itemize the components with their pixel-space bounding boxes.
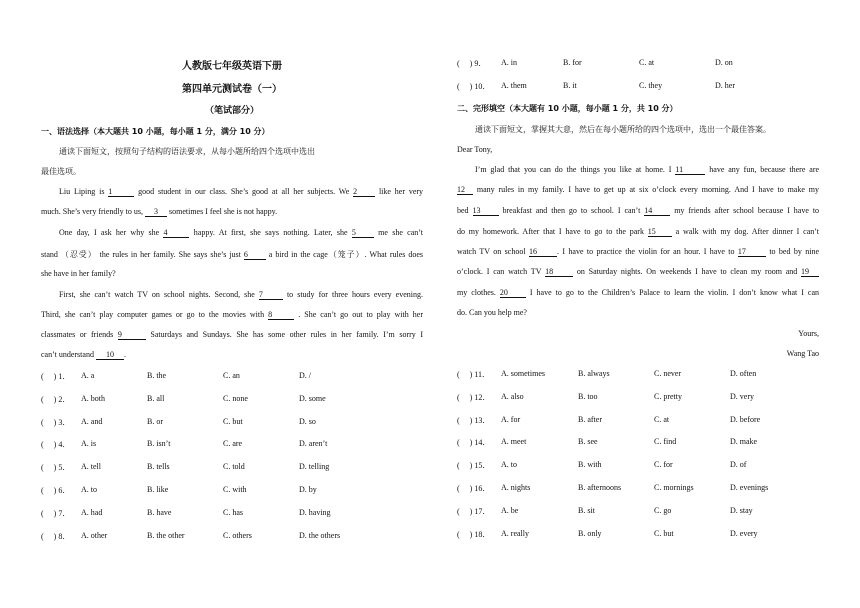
option-a[interactable]: A. nights [501, 483, 531, 492]
option-d[interactable]: D. her [715, 81, 735, 90]
option-c[interactable]: C. at [654, 414, 670, 424]
option-c[interactable]: C. told [223, 462, 245, 472]
option-b[interactable]: B. tells [147, 462, 170, 472]
option-c[interactable]: C. pretty [654, 391, 682, 401]
option-d[interactable]: D. of [730, 460, 747, 470]
option-c[interactable]: C. an [223, 371, 240, 380]
option-a[interactable]: A. be [501, 505, 519, 515]
blank-1[interactable]: 1 [108, 187, 134, 197]
passage-line: stand （忍受） the rules in her family. She says she’s just 6 a bird in the cage（笼子）. What rules does [41, 250, 423, 259]
blank-8[interactable]: 8 [268, 310, 294, 320]
section1-intro-line2: 最佳选项。 [41, 167, 81, 176]
blank-19[interactable]: 19 [801, 267, 819, 277]
question-number[interactable]: ( ) 12． [457, 392, 491, 402]
option-d[interactable]: D. make [730, 437, 758, 447]
option-b[interactable]: B. like [147, 485, 169, 494]
option-b[interactable]: B. it [563, 81, 577, 90]
option-a[interactable]: A. tell [81, 462, 101, 472]
option-d[interactable]: D. aren’t [299, 439, 328, 449]
question-row [41, 485, 423, 497]
letter-greeting: Dear Tony, [457, 145, 493, 154]
option-a[interactable]: A. and [81, 416, 103, 426]
question-number[interactable]: ( ) 9． [457, 59, 487, 68]
option-a[interactable]: A. other [81, 530, 108, 540]
option-a[interactable]: A. to [81, 485, 97, 494]
blank-15[interactable]: 15 [648, 227, 672, 237]
question-number[interactable]: ( ) 1． [41, 372, 71, 381]
option-a[interactable]: A. sometimes [501, 369, 545, 378]
letter-line: do my homework. After that I have to go to the park 15 a walk with my dog. After dinner I can’t [457, 227, 819, 236]
blank-11[interactable]: 11 [675, 165, 705, 175]
option-d[interactable]: D. before [730, 414, 761, 424]
question-row [41, 439, 423, 451]
passage-line: Third, she can’t play computer games or go to the movies with 8 . She can’t go out to play with her [41, 310, 424, 319]
letter-line: bed 13 breakfast and then go to school. I can’t 14 my friends after school because I have to [457, 206, 820, 215]
option-c[interactable]: C. but [654, 528, 674, 538]
section2-heading: 二、完形填空（本大题有 10 小题，每小题 1 分，共 10 分） [457, 104, 678, 113]
blank-3[interactable]: 3 [145, 207, 167, 217]
option-b[interactable]: B. for [563, 58, 582, 67]
passage-line: One day, I ask her why she 4 happy. At first, she says nothing. Later, she 5 me she can’t [59, 228, 424, 237]
passage-line: much. She’s very friendly to us, 3 sometimes I feel she is not happy. [41, 207, 278, 216]
option-a[interactable]: A. also [501, 391, 524, 401]
question-row [457, 415, 819, 427]
option-d[interactable]: D. stay [730, 505, 753, 515]
option-c[interactable]: C. never [654, 369, 682, 378]
blank-18[interactable]: 18 [545, 267, 573, 277]
question-row [457, 529, 819, 541]
question-number[interactable]: ( ) 15． [457, 461, 491, 471]
option-b[interactable]: B. sit [578, 505, 595, 515]
letter-line: o’clock. I can watch TV 18 on Saturday nights. On weekends I have to clean my room and 19 [457, 267, 819, 277]
blank-13[interactable]: 13 [473, 206, 499, 216]
option-a[interactable]: A. is [81, 439, 97, 449]
letter-line: my clothes. 20 I have to go to the Children’s Palace to learn the violin. I don’t know what I can [457, 288, 820, 297]
question-row [457, 369, 819, 381]
option-a[interactable]: A. really [501, 528, 529, 538]
question-row [457, 81, 819, 93]
exam-subtitle: 第四单元测试卷（一） [182, 84, 282, 95]
question-number[interactable]: ( ) 8． [41, 531, 71, 541]
blank-5[interactable]: 5 [352, 228, 374, 238]
question-row [457, 392, 819, 404]
passage-line: classmates or friends 9 Saturdays and Sundays. She has some other rules in her family. I’m sorry I [41, 330, 424, 339]
option-b[interactable]: B. afternoons [578, 483, 622, 492]
option-a[interactable]: A. them [501, 81, 527, 90]
option-d[interactable]: D. on [715, 58, 733, 67]
option-b[interactable]: B. only [578, 528, 602, 538]
option-c[interactable]: C. none [223, 393, 248, 403]
question-row [41, 508, 423, 520]
option-d[interactable]: D. the others [299, 530, 341, 540]
option-b[interactable]: B. isn’t [147, 439, 171, 449]
option-c[interactable]: C. others [223, 530, 252, 540]
option-c[interactable]: C. mornings [654, 483, 694, 492]
question-row [41, 462, 423, 474]
option-b[interactable]: B. too [578, 391, 598, 401]
blank-17[interactable]: 17 [738, 247, 766, 257]
option-a[interactable]: A. for [501, 414, 521, 424]
option-d[interactable]: D. every [730, 528, 758, 538]
section2-intro: 通读下面短文，掌握其大意，然后在每小题所给的四个选项中，选出一个最佳答案。 [475, 125, 771, 134]
section1-heading: 一、语法选择（本大题共 10 小题，每小题 1 分，满分 10 分） [41, 127, 270, 136]
option-b[interactable]: B. see [578, 437, 598, 447]
option-d[interactable]: D. telling [299, 462, 330, 472]
question-number[interactable]: ( ) 13． [457, 415, 491, 425]
option-a[interactable]: A. both [81, 393, 105, 403]
question-number[interactable]: ( ) 5． [41, 463, 71, 473]
option-d[interactable]: D. / [299, 371, 311, 380]
question-number[interactable]: ( ) 17． [457, 506, 491, 516]
passage-line: First, she can’t watch TV on school nights. Second, she 7 to study for three hours every evening. [59, 290, 424, 299]
blank-16[interactable]: 16 [529, 247, 557, 257]
option-d[interactable]: D. often [730, 369, 757, 378]
option-a[interactable]: A. had [81, 507, 103, 517]
option-b[interactable]: B. or [147, 416, 163, 426]
option-c[interactable]: C. they [639, 81, 663, 90]
question-row [457, 58, 819, 70]
question-row [41, 371, 423, 383]
blank-12[interactable]: 12 [457, 185, 473, 195]
option-b[interactable]: B. have [147, 507, 172, 517]
blank-20[interactable]: 20 [500, 288, 526, 298]
option-b[interactable]: B. always [578, 369, 610, 378]
section1-intro-line1: 通读下面短文，按照句子结构的语法要求，从每小题所给四个选项中选出 [59, 147, 315, 156]
letter-line: watch TV on school 16 . I have to practice the violin for an hour. I have to 17 to bed by nine [457, 247, 820, 256]
letter-line: I’m glad that you can do the things you like at home. I 11 have any fun, because there are [475, 165, 820, 174]
question-number[interactable]: ( ) 16． [457, 484, 491, 493]
letter-line: do. Can you help me? [457, 308, 527, 317]
option-a[interactable]: A. meet [501, 437, 527, 447]
option-b[interactable]: B. after [578, 414, 602, 424]
question-row [457, 460, 819, 472]
letter-line: 12 many rules in my family. I have to get up at six o’clock every morning. And I have to make my [457, 185, 819, 194]
option-c[interactable]: C. find [654, 437, 677, 447]
option-b[interactable]: B. the other [147, 530, 185, 540]
question-row [457, 506, 819, 518]
option-d[interactable]: D. having [299, 507, 331, 517]
option-a[interactable]: A. to [501, 460, 517, 470]
exam-title: 人教版七年级英语下册 [182, 61, 282, 72]
option-d[interactable]: D. very [730, 391, 754, 401]
question-row [457, 483, 819, 495]
question-row [41, 417, 423, 429]
letter-signature: Wang Tao [786, 349, 819, 358]
option-d[interactable]: D. evenings [730, 483, 769, 492]
option-b[interactable]: B. the [147, 371, 167, 380]
question-number[interactable]: ( ) 11． [457, 370, 491, 379]
exam-part-label: （笔试部分） [204, 106, 259, 116]
passage-line: Liu Liping is 1 good student in our class. She’s good at all her subjects. We 2 like her very [59, 187, 424, 196]
blank-10[interactable]: 10 [96, 350, 124, 360]
option-c[interactable]: C. has [223, 507, 243, 517]
option-b[interactable]: B. all [147, 393, 165, 403]
option-a[interactable]: A. in [501, 58, 517, 67]
option-d[interactable]: D. so [299, 416, 316, 426]
question-number[interactable]: ( ) 3． [41, 417, 71, 427]
option-c[interactable]: C. with [223, 485, 247, 494]
option-c[interactable]: C. but [223, 416, 243, 426]
option-c[interactable]: C. for [654, 460, 673, 470]
question-number[interactable]: ( ) 7． [41, 508, 71, 518]
option-d[interactable]: D. by [299, 485, 317, 494]
question-number[interactable]: ( ) 10． [457, 82, 491, 91]
blank-4[interactable]: 4 [163, 228, 189, 238]
question-number[interactable]: ( ) 6． [41, 486, 71, 495]
question-number[interactable]: ( ) 18． [457, 529, 491, 539]
question-number[interactable]: ( ) 2． [41, 394, 71, 404]
question-row [41, 394, 423, 406]
question-row [457, 437, 819, 449]
blank-2[interactable]: 2 [353, 187, 375, 197]
question-number[interactable]: ( ) 4． [41, 440, 71, 450]
blank-14[interactable]: 14 [644, 206, 670, 216]
blank-7[interactable]: 7 [259, 290, 283, 300]
option-c[interactable]: C. go [654, 505, 672, 515]
letter-closing: Yours, [798, 329, 819, 338]
passage-line: can’t understand 10 . [41, 350, 126, 359]
question-row [41, 531, 423, 543]
blank-6[interactable]: 6 [244, 250, 266, 260]
option-d[interactable]: D. some [299, 393, 326, 403]
option-b[interactable]: B. with [578, 460, 602, 470]
option-c[interactable]: C. are [223, 439, 243, 449]
blank-9[interactable]: 9 [118, 330, 146, 340]
question-number[interactable]: ( ) 14． [457, 438, 491, 448]
passage-line: she have in her family? [41, 269, 116, 278]
option-a[interactable]: A. a [81, 371, 95, 380]
option-c[interactable]: C. at [639, 58, 655, 67]
